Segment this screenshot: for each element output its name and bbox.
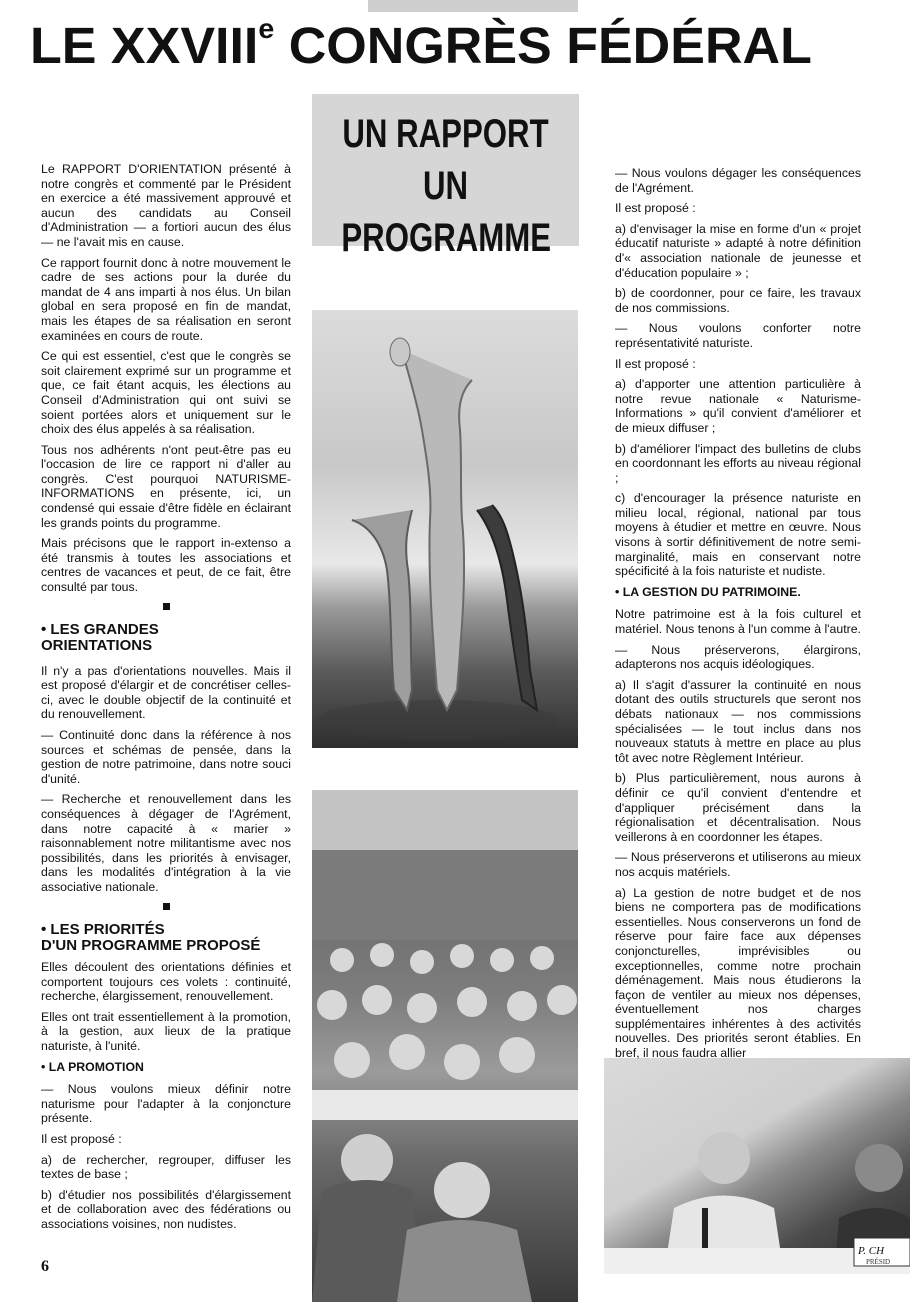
nameplate-text: P. CH [858,1245,885,1257]
paragraph: b) d'améliorer l'impact des bulletins de clubs en coordonnant les efforts au niveau régional ; [615,441,861,485]
subtitle-line-1: UN RAPPORT [342,112,549,156]
section-heading-priorites: • LES PRIORITÉS D'UN PROGRAMME PROPOSÉ [41,920,261,954]
paragraph: a) La gestion de notre budget et de nos biens ne comportera pas de modifications essentielles. Nous conserverons un fond de réserve pour faire face aux dépenses conjoncturelles, imprévisibles ou exceptionnelles, comme notre prochain déménagement. Mais nous étudierons la façon de ventiler au mieux nos dépenses, éventuellement nos charges supplémentaires inhérentes à des activités nouvelles. Des priorités seront établies. En bref, il nous faudra allier [615,885,861,1061]
paragraph: Elles découlent des orientations définies et comportent toujours ces volets : continuité, recherche, élargissement, renouvellement. [41,960,291,1004]
article-column-right [615,166,861,1067]
article-column-left-lower [41,960,291,1238]
paragraph: Le RAPPORT D'ORIENTATION présenté à notre congrès et commenté par le Président en exercice a été massivement approuvé et aucun des candidats au Conseil d'Administration — a fortiori aucun des élus — ne l'avait mis en cause. [41,162,291,249]
paragraph: — Nous voulons conforter notre représentativité naturiste. [615,321,861,350]
photo-speakers-table [604,1058,910,1274]
paragraph: — Nous préserverons et utiliserons au mieux nos acquis matériels. [615,850,861,879]
subtitle [341,108,552,264]
photo-statue-beach [312,310,578,748]
speakers-illustration [604,1058,910,1274]
paragraph: — Nous préserverons, élargirons, adapterons nos acquis idéologiques. [615,642,861,672]
section-heading-orientations: • LES GRANDES ORIENTATIONS [41,620,159,654]
article-column-left [41,162,291,964]
paragraph: b) de coordonner, pour ce faire, les travaux de nos commissions. [615,286,861,315]
paragraph: Il est proposé : [615,356,696,371]
paragraph: Mais précisons que le rapport in-extenso a été transmis à toutes les associations et centres de vacances et peut, de ce fait, être consulté par tous. [41,536,291,595]
paragraph: Il est proposé : [41,1131,122,1146]
paragraph: Tous nos adhérents n'ont peut-être pas eu l'occasion de lire ce rapport ni d'aller au congrès. C'est pourquoi NATURISME-INFORMATIONS en présente, ici, un condensé qui essaie d'être fidèle en éclairant les grands points du programme. [41,442,291,530]
paragraph: — Recherche et renouvellement dans les conséquences à dégager de l'Agrément, dans notre capacité à « marier » raisonnablement notre militantisme avec nos possibilités, dans les priorités à envisager, dans les modalités d'intégration à la vie associative nationale. [41,792,291,894]
paragraph: Notre patrimoine est à la fois culturel et matériel. Nous tenons à l'un comme à l'autre. [615,607,861,637]
statue-silhouette [312,310,578,748]
paragraph: Il est proposé : [615,201,696,216]
paragraph: Ce qui est essentiel, c'est que le congrès se soit clairement exprimé sur un programme et que, ce fait étant acquis, les élections au Conseil d'Administration qui ont suivi se soient portées alors et uniquement sur le choix des élus appelés à sa réalisation. [41,349,291,437]
paragraph: Elles ont trait essentiellement à la promotion, à la gestion, aux lieux de la pratique naturiste, à l'unité. [41,1009,291,1053]
section-separator-square [163,603,170,610]
paragraph: Il n'y a pas d'orientations nouvelles. Mais il est proposé d'élargir et de concrétiser celles-ci, avec le double objectif de la continuité et du renouvellement. [41,663,291,722]
paragraph: — Continuité donc dans la référence à nos sources et schémas de pensée, dans la gestion de notre patrimoine, dans notre souci d'unité. [41,728,291,786]
paragraph: — Nous voulons mieux définir notre naturisme pour l'adapter à la conjoncture présente. [41,1082,291,1126]
paragraph: a) Il s'agit d'assurer la continuité en nous dotant des outils structurels que seront nos débats nationaux — nos commissions spécialisées — le tout inclus dans nos nouveaux statuts à mettre en place au plus tôt avec notre Règlement Intérieur. [615,677,861,765]
paragraph: b) Plus particulièrement, nous aurons à définir ce qu'il convient d'entendre et d'appliquer précisément dans la régionalisation et décentralisation. Nous veillerons à en coordonner les étapes. [615,771,861,844]
paragraph: Ce rapport fournit donc à notre mouvement le cadre de ses actions pour la durée du mandat de 4 ans imparti à nos élus. Un bilan global en sera proposé en fin de mandat, mais les étapes de sa réalisation en seront examinées en cours de route. [41,255,291,343]
subsection-heading-promotion: • LA PROMOTION [41,1059,144,1074]
page-number: 6 [41,1258,49,1275]
nameplate-subtext: PRÉSID [866,1258,891,1266]
subtitle-line-2: UN PROGRAMME [341,164,552,260]
paragraph: — Nous voulons dégager les conséquences de l'Agrément. [615,166,861,195]
photo-congress-audience [312,790,578,1302]
audience-illustration [312,790,578,1302]
paragraph: b) d'étudier nos possibilités d'élargissement et de collaboration avec des fédérations ou associations voisines, non nudistes. [41,1187,291,1231]
paragraph: a) d'apporter une attention particulière à notre revue nationale « Naturisme-Informations » qu'il convient d'améliorer et de mieux diffuser ; [615,377,861,435]
page-headline: LE XXVIIIe CONGRÈS FÉDÉRAL [30,13,812,74]
top-gray-strip [368,0,578,12]
section-separator-square [163,903,170,910]
subsection-heading-patrimoine: • LA GESTION DU PATRIMOINE. [615,584,801,599]
paragraph: a) de rechercher, regrouper, diffuser les textes de base ; [41,1152,291,1182]
paragraph: a) d'envisager la mise en forme d'un « projet éducatif naturiste » adapté à notre définition d'« association nationale de jeunesse et d'éducation populaire » ; [615,221,861,280]
paragraph: c) d'encourager la présence naturiste en milieu local, régional, national par tous moyens à étudier et mettre en œuvre. Nous visons à sortir définitivement de notre semi-marginalité, mais en conservant notre spécificité à la fois naturiste et nudiste. [615,491,861,579]
